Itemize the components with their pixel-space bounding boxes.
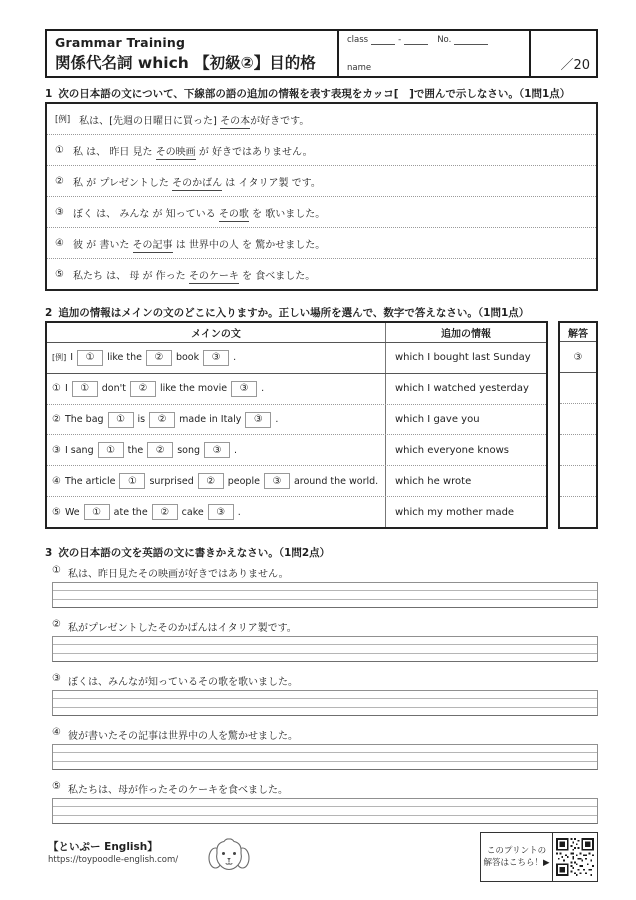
- sentence: 私 が プレゼントした そのかばん は イタリア製 です。: [72, 177, 321, 189]
- item-text: 私は、昨日見たその映画が好きではありません。: [67, 569, 289, 580]
- q1-row-4: [47, 228, 596, 259]
- class-input-line2[interactable]: [404, 36, 428, 45]
- slot-box-1: ①: [72, 381, 98, 397]
- no-label: No.: [437, 35, 452, 45]
- q2-example-row: [47, 343, 546, 374]
- slot-box-3: ③: [231, 381, 257, 397]
- extra-info-cell: which I gave you: [385, 405, 546, 435]
- answer-cell-3[interactable]: [560, 435, 596, 466]
- item-number: ①: [55, 144, 64, 156]
- class-input-line[interactable]: [371, 36, 395, 45]
- q1-row-1: [47, 135, 596, 166]
- slot-box-3: ③: [264, 473, 290, 489]
- q3-answer-box-4[interactable]: [52, 744, 598, 770]
- q2-heading: [45, 305, 605, 320]
- q2-row-5: [47, 497, 546, 527]
- q1-row-2: [47, 166, 596, 197]
- item-number: ④: [55, 237, 64, 249]
- slot-box-1: ①: [84, 504, 110, 520]
- slot-box-3: ③: [203, 350, 229, 366]
- slot-box-3: ③: [204, 442, 230, 458]
- q3-answer-box-3[interactable]: [52, 690, 598, 716]
- q2-table-header: [47, 323, 546, 343]
- q3-item-4: [52, 727, 598, 742]
- q1-heading-text: 次の日本語の文について、下線部の語の追加の情報を表す表現をカッコ[ ]で囲んで示しなさい。（1問1点）: [58, 88, 571, 100]
- slot-box-2: ②: [146, 350, 172, 366]
- answer-link-box[interactable]: [480, 832, 598, 882]
- no-input-line[interactable]: [454, 36, 488, 45]
- q2-heading-text: 追加の情報はメインの文のどこに入りますか。正しい場所を選んで、数字で答えなさい。（1問1点）: [58, 307, 530, 319]
- qr-code-icon[interactable]: [553, 833, 597, 881]
- q3-number: 3: [45, 547, 53, 559]
- slot-box-2: ②: [198, 473, 224, 489]
- underlined-phrase: その本: [220, 115, 251, 127]
- q1-number: 1: [45, 88, 53, 100]
- main-sentence-cell: ⑤ We ① ate the ② cake ③ .: [47, 497, 385, 527]
- sentence: 私は、[先週の日曜日に買った] その本が好きです。: [79, 115, 310, 127]
- name-field: [347, 63, 523, 73]
- slot-box-2: ②: [152, 504, 178, 520]
- q2-answer-column: [558, 321, 598, 529]
- item-text: 私たちは、母が作ったそのケーキを食べました。: [67, 785, 288, 796]
- main-sentence-cell: [例] I ① like the ② book ③ .: [47, 343, 385, 373]
- main-sentence-cell: ③ I sang ① the ② song ③ .: [47, 435, 385, 465]
- q2-row-3: [47, 435, 546, 466]
- extra-info-cell: which he wrote: [385, 466, 546, 496]
- q3-heading: [45, 545, 605, 560]
- name-label: name: [347, 63, 372, 73]
- sentence: 彼 が 書いた その記事 は 世界中の人 を 驚かせました。: [72, 239, 326, 251]
- title-english: Grammar Training: [55, 35, 186, 50]
- extra-info-cell: which I bought last Sunday: [385, 343, 546, 373]
- header-box: [45, 29, 598, 78]
- slot-box-2: ②: [149, 412, 175, 428]
- item-number: ⑤: [52, 781, 61, 792]
- answer-link-text: このプリントの 解答はこちら！▶: [481, 833, 553, 881]
- slot-box-2: ②: [147, 442, 173, 458]
- answer-cell-2[interactable]: [560, 404, 596, 435]
- class-label: class: [347, 35, 369, 45]
- q3-item-3: [52, 673, 598, 688]
- answer-column-header: 解答: [560, 323, 596, 342]
- underlined-phrase: その歌: [218, 208, 249, 220]
- extra-info-cell: which my mother made: [385, 497, 546, 527]
- item-number: ①: [52, 565, 61, 576]
- q1-box: [45, 102, 598, 291]
- column-header-main: メインの文: [191, 329, 241, 340]
- footer-brand: 【といぷー English】: [48, 841, 158, 853]
- item-number: ②: [52, 619, 61, 630]
- slot-box-1: ①: [98, 442, 124, 458]
- main-sentence-cell: ① I ① don't ② like the movie ③ .: [47, 374, 385, 404]
- q3-answer-box-1[interactable]: [52, 582, 598, 608]
- answer-cell-1[interactable]: [560, 373, 596, 404]
- q3-answer-box-5[interactable]: [52, 798, 598, 824]
- q3-item-2: [52, 619, 598, 634]
- item-text: 彼が書いたその記事は世界中の人を驚かせました。: [67, 731, 298, 742]
- column-header-extra: 追加の情報: [385, 323, 546, 342]
- item-number: ③: [52, 673, 61, 684]
- footer-url[interactable]: https://toypoodle-english.com/: [48, 855, 179, 865]
- q2-row-4: [47, 466, 546, 497]
- answer-cell-example: ③: [560, 342, 596, 373]
- main-sentence-cell: ④ The article ① surprised ② people ③ around the world.: [47, 466, 385, 496]
- answer-cell-4[interactable]: [560, 466, 596, 497]
- poodle-icon: [207, 836, 251, 880]
- sentence: 私 は、 昨日 見た その映画 が 好きではありません。: [72, 146, 313, 158]
- q2-number: 2: [45, 307, 53, 319]
- q3-heading-text: 次の日本語の文を英語の文に書きかえなさい。（1問2点）: [58, 547, 331, 559]
- answer-cell-5[interactable]: [560, 497, 596, 527]
- score-denominator: ／20: [560, 58, 590, 73]
- item-number: ⑤: [55, 268, 64, 280]
- slot-box-1: ①: [119, 473, 145, 489]
- item-number: [例]: [55, 115, 71, 125]
- q2-row-1: [47, 374, 546, 405]
- item-text: 私がプレゼントしたそのかばんはイタリア製です。: [67, 623, 297, 634]
- q1-heading: [45, 86, 605, 101]
- slot-box-2: ②: [130, 381, 156, 397]
- underlined-phrase: その記事: [132, 239, 173, 251]
- q3-item-5: [52, 781, 598, 796]
- q2-table: [45, 321, 548, 529]
- class-separator: -: [398, 35, 402, 45]
- main-sentence-cell: ② The bag ① is ② made in Italy ③ .: [47, 405, 385, 435]
- underlined-phrase: そのケーキ: [188, 270, 239, 282]
- student-info-block: [337, 31, 529, 76]
- item-text: ぼくは、みんなが知っているその歌を歌いました。: [67, 677, 298, 688]
- extra-info-cell: which everyone knows: [385, 435, 546, 465]
- sentence: ぼく は、 みんな が 知っている その歌 を 歌いました。: [72, 208, 326, 220]
- q2-row-2: [47, 405, 546, 436]
- q3-answer-box-2[interactable]: [52, 636, 598, 662]
- title-block: [47, 31, 337, 76]
- item-number: ④: [52, 727, 61, 738]
- slot-box-3: ③: [208, 504, 234, 520]
- slot-box-1: ①: [77, 350, 103, 366]
- underlined-phrase: その映画: [155, 146, 196, 158]
- score-box: [529, 31, 596, 76]
- item-number: ③: [55, 206, 64, 218]
- title-japanese: 関係代名詞 which 【初級②】目的格: [55, 54, 316, 72]
- slot-box-3: ③: [245, 412, 271, 428]
- q1-row-5: [47, 259, 596, 289]
- item-number: ②: [55, 175, 64, 187]
- sentence: 私たち は、 母 が 作った そのケーキ を 食べました。: [72, 270, 316, 282]
- q3-item-1: [52, 565, 598, 580]
- extra-info-cell: which I watched yesterday: [385, 374, 546, 404]
- class-no-fields: [347, 35, 523, 45]
- q1-row-3: [47, 197, 596, 228]
- slot-box-1: ①: [108, 412, 134, 428]
- q1-example-row: [47, 104, 596, 135]
- underlined-phrase: そのかばん: [172, 177, 223, 189]
